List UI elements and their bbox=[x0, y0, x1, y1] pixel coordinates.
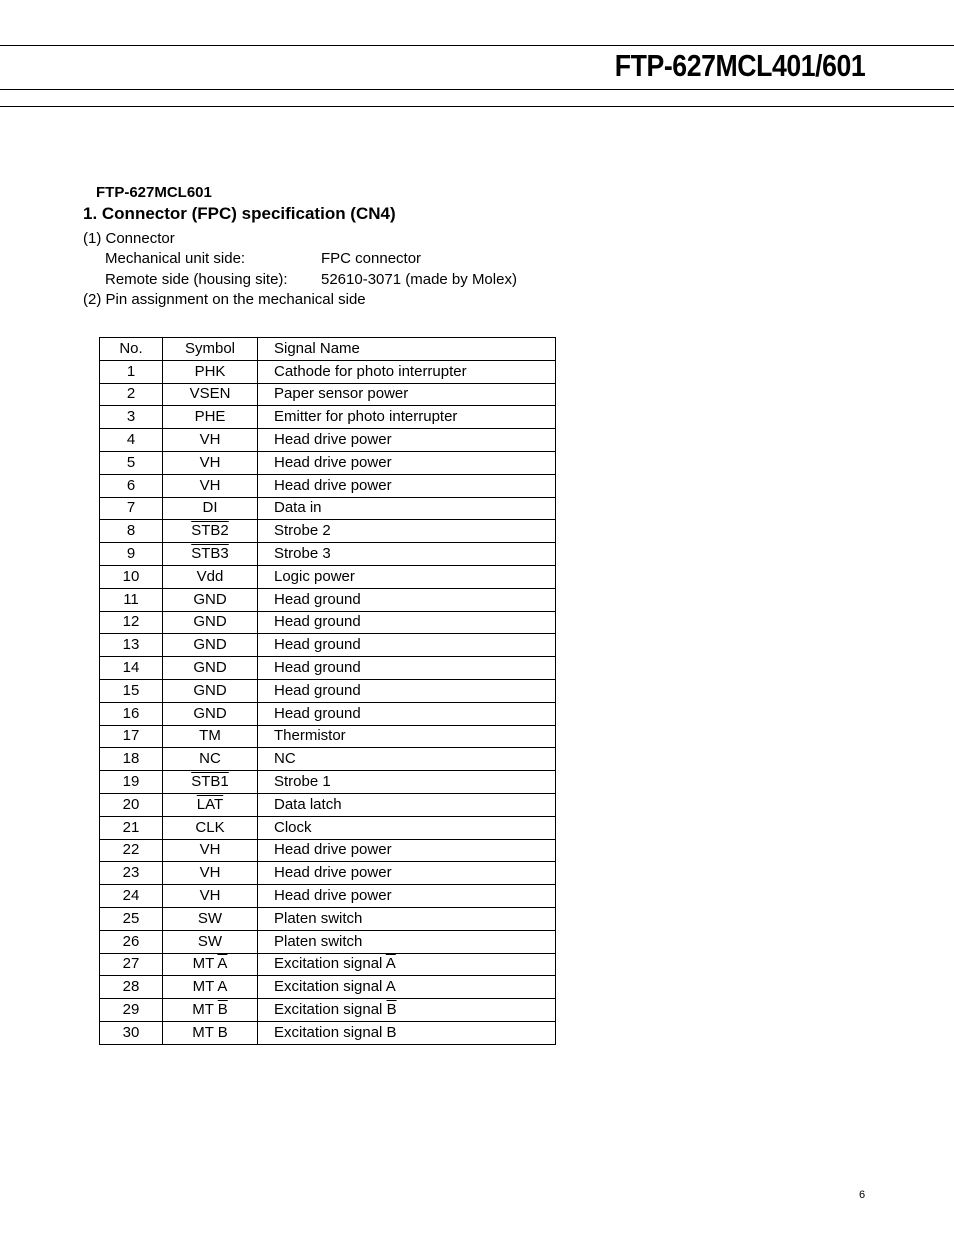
header-rule-lower bbox=[0, 106, 954, 107]
pin-symbol bbox=[163, 771, 258, 794]
symbol-text: STB3 bbox=[191, 545, 229, 563]
symbol-text: STB2 bbox=[191, 522, 229, 540]
header-no: No. bbox=[100, 338, 163, 361]
pin-signal-name: Strobe 1 bbox=[258, 771, 556, 794]
pin-signal-name: NC bbox=[258, 748, 556, 771]
symbol-text: STB1 bbox=[191, 773, 229, 791]
pin-signal-name: Platen switch bbox=[258, 930, 556, 953]
pin-signal-name: Head ground bbox=[258, 679, 556, 702]
connector-heading: (1) Connector bbox=[83, 230, 175, 247]
table-row bbox=[100, 816, 556, 839]
model-subtitle: FTP-627MCL601 bbox=[96, 184, 212, 201]
pin-number: 24 bbox=[100, 885, 163, 908]
mechanical-side-value: FPC connector bbox=[321, 250, 422, 267]
pin-number: 10 bbox=[100, 565, 163, 588]
pin-symbol: MT $\overline{A}$ bbox=[163, 953, 258, 976]
symbol-text: $\overline{LAT}$ bbox=[196, 795, 224, 813]
pin-signal-name: Head drive power bbox=[258, 862, 556, 885]
pin-number: 3 bbox=[100, 406, 163, 429]
page-number: 6 bbox=[859, 1189, 866, 1201]
table-row bbox=[100, 520, 556, 543]
pin-number: 22 bbox=[100, 839, 163, 862]
table-row bbox=[100, 771, 556, 794]
pin-number: 5 bbox=[100, 451, 163, 474]
table-row bbox=[100, 565, 556, 588]
pin-symbol: VSEN bbox=[163, 383, 258, 406]
pin-number: 29 bbox=[100, 999, 163, 1022]
pin-symbol: GND bbox=[163, 679, 258, 702]
pin-signal-name: Head ground bbox=[258, 702, 556, 725]
table-row bbox=[100, 976, 556, 999]
pin-signal-name: Excitation signal $\overline{A}$ bbox=[258, 953, 556, 976]
table-row bbox=[100, 999, 556, 1022]
pin-signal-name: Platen switch bbox=[258, 907, 556, 930]
pin-symbol: GND bbox=[163, 588, 258, 611]
table-row bbox=[100, 406, 556, 429]
table-row bbox=[100, 930, 556, 953]
mechanical-side-label: Mechanical unit side: bbox=[105, 250, 246, 267]
pin-symbol: VH bbox=[163, 429, 258, 452]
remote-side-label: Remote side (housing site): bbox=[105, 271, 288, 288]
pin-signal-name: Head drive power bbox=[258, 474, 556, 497]
pin-symbol: VH bbox=[163, 451, 258, 474]
table-row bbox=[100, 885, 556, 908]
pin-number: 8 bbox=[100, 520, 163, 543]
pin-signal-name: Strobe 3 bbox=[258, 543, 556, 566]
pin-signal-name: Data latch bbox=[258, 793, 556, 816]
overlined-letter: $\overline{B}$ bbox=[386, 1001, 397, 1018]
pin-signal-name: Clock bbox=[258, 816, 556, 839]
header-signal-name: Signal Name bbox=[258, 338, 556, 361]
pin-signal-name: Data in bbox=[258, 497, 556, 520]
pin-symbol: PHE bbox=[163, 406, 258, 429]
pin-symbol: MT $\overline{B}$ bbox=[163, 999, 258, 1022]
table-row bbox=[100, 907, 556, 930]
pin-number: 16 bbox=[100, 702, 163, 725]
table-row bbox=[100, 497, 556, 520]
pin-symbol: DI bbox=[163, 497, 258, 520]
remote-side-value: 52610-3071 (made by Molex) bbox=[321, 271, 517, 288]
table-row bbox=[100, 793, 556, 816]
pin-number: 14 bbox=[100, 657, 163, 680]
pin-number: 4 bbox=[100, 429, 163, 452]
pin-signal-name: Paper sensor power bbox=[258, 383, 556, 406]
overlined-letter: $\overline{B}$ bbox=[217, 1001, 228, 1018]
table-row bbox=[100, 725, 556, 748]
pin-symbol: GND bbox=[163, 611, 258, 634]
pin-symbol: NC bbox=[163, 748, 258, 771]
header-rule-bottom bbox=[0, 89, 954, 90]
pin-number: 28 bbox=[100, 976, 163, 999]
pin-symbol: GND bbox=[163, 657, 258, 680]
pin-number: 7 bbox=[100, 497, 163, 520]
pin-number: 27 bbox=[100, 953, 163, 976]
pin-number: 21 bbox=[100, 816, 163, 839]
pin-signal-name: Head drive power bbox=[258, 839, 556, 862]
document-title: FTP-627MCL401/601 bbox=[614, 48, 865, 83]
pin-symbol: GND bbox=[163, 702, 258, 725]
pin-symbol: PHK bbox=[163, 360, 258, 383]
pin-number: 17 bbox=[100, 725, 163, 748]
table-row bbox=[100, 543, 556, 566]
pin-symbol: SW bbox=[163, 930, 258, 953]
pin-number: 23 bbox=[100, 862, 163, 885]
table-row bbox=[100, 360, 556, 383]
pin-symbol: SW bbox=[163, 907, 258, 930]
table-header-row bbox=[100, 338, 556, 361]
table-row bbox=[100, 611, 556, 634]
pin-signal-name: Thermistor bbox=[258, 725, 556, 748]
pin-signal-name: Strobe 2 bbox=[258, 520, 556, 543]
table-row bbox=[100, 634, 556, 657]
pin-symbol: VH bbox=[163, 862, 258, 885]
pin-number: 19 bbox=[100, 771, 163, 794]
pin-symbol: TM bbox=[163, 725, 258, 748]
overlined-letter: $\overline{A}$ bbox=[385, 955, 396, 973]
pin-signal-name: Head ground bbox=[258, 611, 556, 634]
table-row bbox=[100, 953, 556, 976]
pin-symbol: Vdd bbox=[163, 565, 258, 588]
table-row bbox=[100, 429, 556, 452]
section-heading: 1. Connector (FPC) specification (CN4) bbox=[83, 204, 396, 223]
pin-signal-name: Logic power bbox=[258, 565, 556, 588]
table-row bbox=[100, 588, 556, 611]
pin-number: 20 bbox=[100, 793, 163, 816]
pin-symbol: MT B bbox=[163, 1021, 258, 1044]
table-row bbox=[100, 451, 556, 474]
table-row bbox=[100, 748, 556, 771]
pin-signal-name: Emitter for photo interrupter bbox=[258, 406, 556, 429]
pin-number: 1 bbox=[100, 360, 163, 383]
pin-symbol: MT A bbox=[163, 976, 258, 999]
pin-symbol bbox=[163, 543, 258, 566]
pin-signal-name: Head ground bbox=[258, 634, 556, 657]
table-row bbox=[100, 1021, 556, 1044]
pin-assignment-heading: (2) Pin assignment on the mechanical side bbox=[83, 291, 366, 308]
pin-number: 9 bbox=[100, 543, 163, 566]
pin-assignment-table bbox=[99, 337, 556, 1045]
pin-number: 2 bbox=[100, 383, 163, 406]
header-symbol: Symbol bbox=[163, 338, 258, 361]
table-row bbox=[100, 657, 556, 680]
pin-signal-name: Excitation signal B bbox=[258, 1021, 556, 1044]
pin-signal-name: Head ground bbox=[258, 588, 556, 611]
pin-symbol: CLK bbox=[163, 816, 258, 839]
pin-number: 15 bbox=[100, 679, 163, 702]
pin-number: 30 bbox=[100, 1021, 163, 1044]
pin-symbol: VH bbox=[163, 839, 258, 862]
pin-number: 11 bbox=[100, 588, 163, 611]
pin-number: 12 bbox=[100, 611, 163, 634]
pin-number: 25 bbox=[100, 907, 163, 930]
pin-symbol: GND bbox=[163, 634, 258, 657]
table-row bbox=[100, 862, 556, 885]
table-row bbox=[100, 474, 556, 497]
table-row bbox=[100, 383, 556, 406]
pin-signal-name: Head ground bbox=[258, 657, 556, 680]
table-row bbox=[100, 839, 556, 862]
pin-signal-name: Excitation signal $\overline{B}$ bbox=[258, 999, 556, 1022]
pin-number: 13 bbox=[100, 634, 163, 657]
pin-signal-name: Cathode for photo interrupter bbox=[258, 360, 556, 383]
pin-signal-name: Head drive power bbox=[258, 885, 556, 908]
table-row bbox=[100, 702, 556, 725]
pin-signal-name: Head drive power bbox=[258, 451, 556, 474]
overlined-letter: $\overline{A}$ bbox=[217, 955, 228, 973]
pin-signal-name: Excitation signal A bbox=[258, 976, 556, 999]
header-rule-top bbox=[0, 45, 954, 46]
pin-symbol: VH bbox=[163, 885, 258, 908]
pin-number: 18 bbox=[100, 748, 163, 771]
pin-signal-name: Head drive power bbox=[258, 429, 556, 452]
pin-table-body bbox=[100, 360, 556, 1044]
table-row bbox=[100, 679, 556, 702]
pin-symbol bbox=[163, 793, 258, 816]
pin-number: 6 bbox=[100, 474, 163, 497]
pin-symbol bbox=[163, 520, 258, 543]
pin-symbol: VH bbox=[163, 474, 258, 497]
pin-number: 26 bbox=[100, 930, 163, 953]
